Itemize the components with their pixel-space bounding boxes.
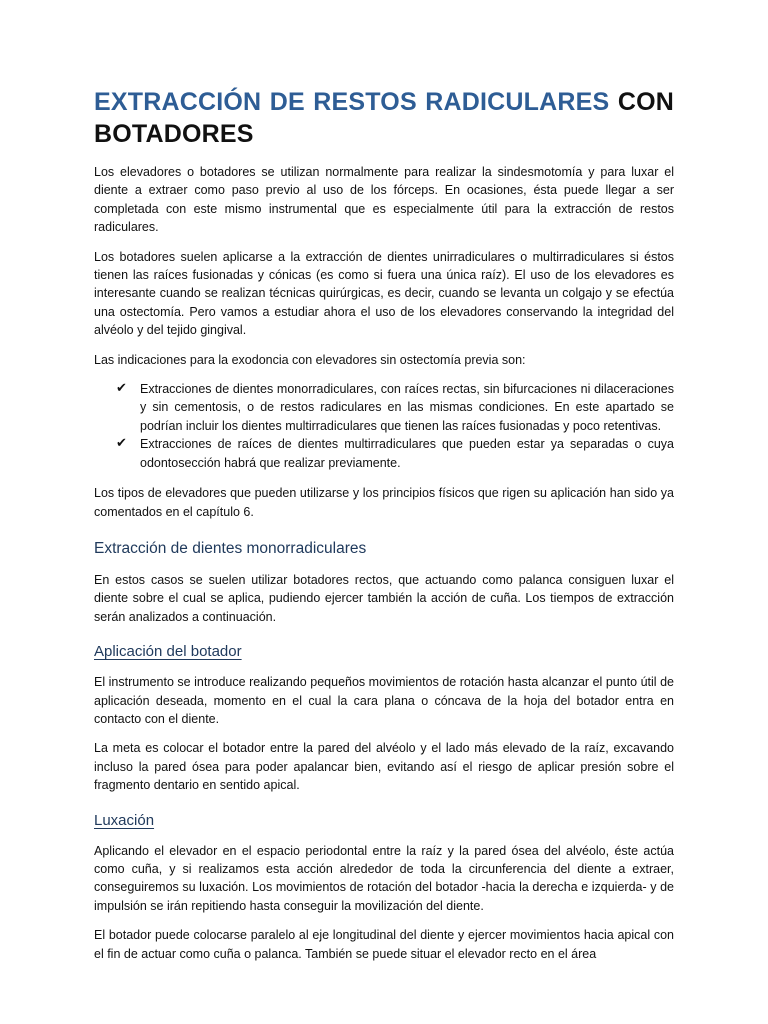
list-item bbox=[116, 435, 674, 472]
list-item-text: Extracciones de dientes monorradiculares, con raíces rectas, sin bifurcaciones ni dilaceraciones y sin cementosis, o de restos radiculares en las mismas condiciones. En este apartado se podrían incluir los dientes multirradiculares que tienen las raíces fusionadas y poco retentivas. bbox=[140, 382, 674, 433]
luxacion-paragraph-1: Aplicando el elevador en el espacio periodontal entre la raíz y la pared ósea del alvéolo, éste actúa como cuña, y si realizamos esta acción alrededor de toda la circunferencia del diente a extraer, conseguiremos su luxación. Los movimientos de rotación del botador -hacia la derecha e izquierda- y de impulsión se irán repitiendo hasta conseguir la movilización del diente. bbox=[94, 843, 674, 913]
document-title bbox=[94, 86, 674, 150]
elevator-types-paragraph: Los tipos de elevadores que pueden utilizarse y los principios físicos que rigen su aplicación han sido ya comentados en el capítulo 6. bbox=[94, 486, 674, 519]
section-heading-luxacion: Luxación bbox=[94, 811, 155, 829]
indications-lead: Las indicaciones para la exodoncia con elevadores sin ostectomía previa son: bbox=[94, 352, 526, 367]
list-item bbox=[116, 380, 674, 435]
section-heading-aplicacion: Aplicación del botador bbox=[94, 643, 242, 661]
indications-list bbox=[94, 380, 674, 472]
luxacion-paragraph-2: El botador puede colocarse paralelo al eje longitudinal del diente y ejercer movimientos hacia apical con el fin de actuar como cuña o palanca. También se puede situar el elevador recto en el área bbox=[94, 928, 674, 961]
aplicacion-paragraph-2: La meta es colocar el botador entre la pared del alvéolo y el lado más elevado de la raíz, excavando incluso la pared ósea para poder apalancar bien, evitando así el riesgo de aplicar presión sobre el fragmento dentario en sentido apical. bbox=[94, 741, 674, 793]
title-highlight: EXTRACCIÓN DE RESTOS RADICULARES bbox=[94, 88, 610, 116]
title-line-2: BOTADORES bbox=[94, 120, 254, 148]
list-item-text: Extracciones de raíces de dientes multirradiculares que pueden estar ya separadas o cuya odontosección habrá que realizar previamente. bbox=[140, 437, 674, 470]
intro-paragraph-1: Los elevadores o botadores se utilizan normalmente para realizar la sindesmotomía y para luxar el diente a extraer como paso previo al uso de los fórceps. En ocasiones, ésta puede llegar a ser completada con este mismo instrumental que es especialmente útil para la extracción de restos radiculares. bbox=[94, 165, 674, 235]
title-connector: CON bbox=[617, 88, 674, 116]
check-icon: ✔ bbox=[116, 436, 127, 452]
section-heading-monorradiculares: Extracción de dientes monorradiculares bbox=[94, 539, 367, 557]
intro-paragraph-2: Los botadores suelen aplicarse a la extracción de dientes unirradiculares o multirradiculares si éstos tienen las raíces fusionadas y cónicas (es como si fuera una única raíz). El uso de los elevadores es interesante cuando se realizan técnicas quirúrgicas, es decir, cuando se levanta un colgajo y se efectúa una ostectomía. Pero vamos a estudiar ahora el uso de los elevadores conservando la integridad del alvéolo y del tejido gingival. bbox=[94, 249, 674, 338]
check-icon: ✔ bbox=[116, 381, 127, 397]
section-1-paragraph: En estos casos se suelen utilizar botadores rectos, que actuando como palanca consiguen luxar el diente sobre el cual se aplica, pudiendo ejercer también la acción de cuña. Los tiempos de extracción serán analizados a continuación. bbox=[94, 572, 674, 624]
aplicacion-paragraph-1: El instrumento se introduce realizando pequeños movimientos de rotación hasta alcanzar el punto útil de aplicación deseada, momento en el cual la cara plana o cóncava de la hoja del botador entra en contacto con el diente. bbox=[94, 675, 674, 726]
